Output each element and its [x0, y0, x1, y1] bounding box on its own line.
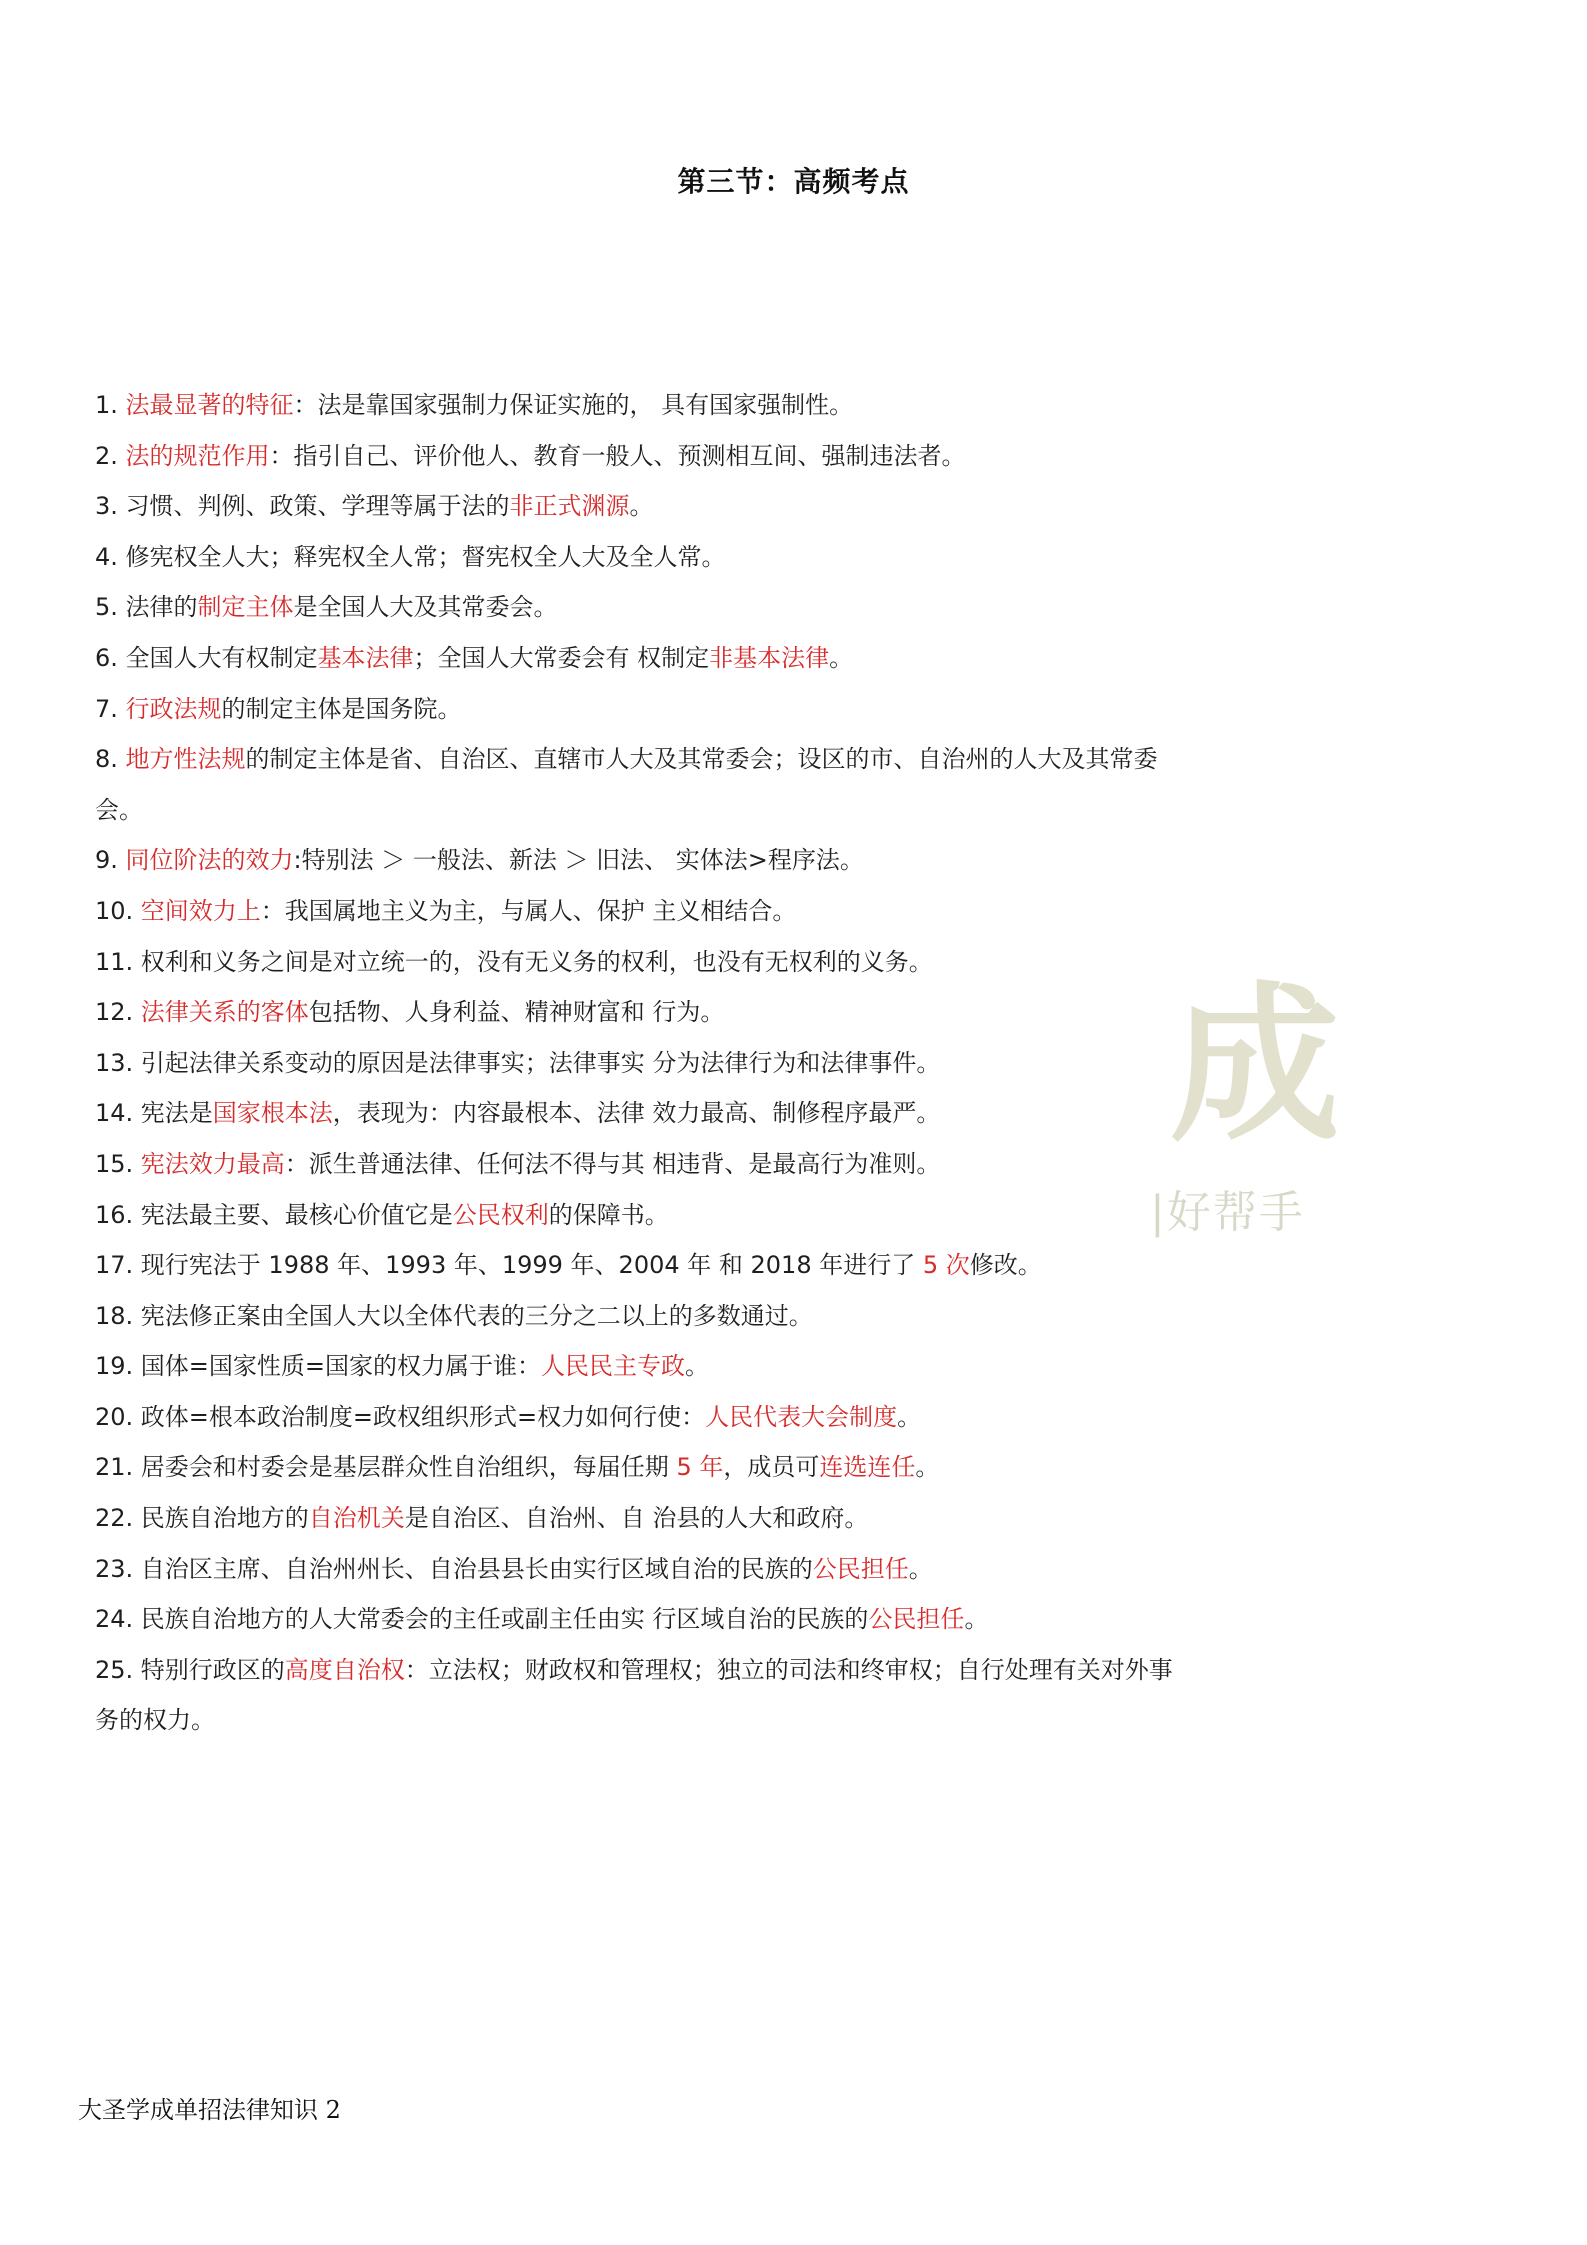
page-footer: 大圣学成单招法律知识 2	[78, 2096, 341, 2124]
list-item	[95, 1341, 1175, 1392]
item-text: 。	[964, 1605, 989, 1634]
list-item	[95, 431, 1175, 482]
item-number: 19.	[95, 1352, 141, 1381]
item-text: 。	[629, 492, 654, 521]
list-item	[95, 835, 1175, 886]
list-item	[95, 1594, 1175, 1645]
highlighted-term: 制定主体	[197, 593, 294, 622]
item-number: 17.	[95, 1251, 141, 1280]
item-text: 是自治区、自治州、自 治县的人大和政府。	[404, 1504, 869, 1533]
item-text: 特别行政区的	[140, 1655, 285, 1684]
item-text: 。	[908, 1554, 933, 1583]
watermark	[1150, 965, 1370, 1240]
watermark-logo-char: 成	[1170, 965, 1341, 1165]
item-text: 民族自治地方的人大常委会的主任或副主任由实 行区域自治的民族的	[140, 1605, 869, 1634]
item-number: 14.	[95, 1099, 141, 1128]
highlighted-term: 非基本法律	[709, 643, 830, 672]
item-text: ，成员可	[723, 1453, 820, 1482]
item-text: ：立法权；财政权和管理权；独立的司法和终审权；自行处理有关对外事务的权力。	[95, 1655, 1173, 1735]
list-item	[95, 1139, 1175, 1190]
item-number: 21.	[95, 1453, 141, 1482]
highlighted-term: 高度自治权	[284, 1655, 405, 1684]
highlighted-term: 公民担任	[868, 1605, 965, 1634]
key-points-list	[95, 380, 1175, 1746]
item-text: 包括物、人身利益、精神财富和 行为。	[308, 998, 725, 1027]
item-text: 居委会和村委会是基层群众性自治组织，每届任期	[140, 1453, 677, 1482]
highlighted-term: 空间效力上	[140, 896, 261, 925]
highlighted-term: 法律关系的客体	[140, 998, 309, 1027]
list-item	[95, 380, 1175, 431]
page-title: 第三节：高频考点	[677, 165, 910, 198]
item-text: ；全国人大常委会有 权制定	[413, 643, 710, 672]
highlighted-term: 公民担任	[812, 1554, 909, 1583]
item-number: 20.	[95, 1402, 141, 1431]
item-text: 的制定主体是国务院。	[221, 694, 462, 723]
highlighted-term: 行政法规	[125, 694, 222, 723]
item-number: 12.	[95, 998, 141, 1027]
highlighted-term: 5 次	[922, 1251, 970, 1280]
item-number: 1.	[95, 391, 126, 419]
item-text: 的制定主体是省、自治区、直辖市人大及其常委会；设区的市、自治州的人大及其常委会。	[95, 745, 1158, 824]
highlighted-term: 基本法律	[317, 643, 414, 672]
item-number: 9.	[95, 846, 126, 875]
highlighted-term: 同位阶法的效力	[125, 846, 294, 875]
item-text: 政体=根本政治制度=政权组织形式=权力如何行使：	[140, 1402, 706, 1431]
highlighted-term: 人民民主专政	[541, 1352, 686, 1381]
highlighted-term: 地方性法规	[125, 745, 246, 774]
list-item	[95, 1442, 1175, 1493]
item-text: 国体=国家性质=国家的权力属于谁：	[140, 1352, 542, 1381]
list-item	[95, 1392, 1175, 1443]
item-number: 11.	[95, 947, 141, 976]
highlighted-term: 自治机关	[308, 1504, 405, 1533]
item-number: 24.	[95, 1605, 141, 1634]
item-number: 2.	[95, 441, 126, 470]
list-item	[95, 987, 1175, 1038]
item-number: 8.	[95, 745, 126, 774]
list-item	[95, 633, 1175, 684]
item-text: ：指引自己、评价他人、教育一般人、预测相互间、强制违法者。	[269, 441, 966, 470]
highlighted-term: 国家根本法	[212, 1099, 333, 1128]
list-item	[95, 886, 1175, 937]
list-item	[95, 1038, 1175, 1089]
highlighted-term: 法的规范作用	[125, 441, 270, 470]
item-number: 5.	[95, 593, 126, 622]
item-text: 自治区主席、自治州州长、自治县县长由实行区域自治的民族的	[140, 1554, 813, 1583]
list-item	[95, 1544, 1175, 1595]
item-number: 22.	[95, 1504, 141, 1533]
item-text: 。	[829, 643, 854, 672]
item-text: 的保障书。	[548, 1200, 669, 1229]
item-text: 修宪权全人大；释宪权全人常；督宪权全人大及全人常。	[125, 542, 726, 571]
list-item	[95, 582, 1175, 633]
item-number: 23.	[95, 1554, 141, 1583]
item-text: 习惯、判例、政策、学理等属于法的	[125, 492, 510, 521]
list-item	[95, 481, 1175, 532]
item-text: 宪法修正案由全国人大以全体代表的三分之二以上的多数通过。	[140, 1301, 813, 1330]
item-text: ：法是靠国家强制力保证实施的， 具有国家强制性。	[293, 391, 854, 419]
item-number: 4.	[95, 542, 126, 571]
list-item	[95, 684, 1175, 735]
item-text: ：我国属地主义为主，与属人、保护 主义相结合。	[260, 896, 797, 925]
item-number: 13.	[95, 1048, 141, 1077]
item-number: 18.	[95, 1301, 141, 1330]
item-text: 引起法律关系变动的原因是法律事实；法律事实 分为法律行为和法律事件。	[140, 1048, 941, 1077]
highlighted-term: 法最显著的特征	[125, 391, 294, 419]
item-text: ，表现为：内容最根本、法律 效力最高、制修程序最严。	[332, 1099, 941, 1128]
item-text: ：派生普通法律、任何法不得与其 相违背、是最高行为准则。	[284, 1149, 941, 1178]
item-text: 。	[897, 1402, 922, 1431]
item-number: 6.	[95, 643, 126, 672]
list-item	[95, 937, 1175, 988]
highlighted-term: 宪法效力最高	[140, 1149, 285, 1178]
item-text: 宪法最主要、最核心价值它是	[140, 1200, 453, 1229]
highlighted-term: 人民代表大会制度	[705, 1402, 898, 1431]
item-text: :特别法 ＞ 一般法、新法 ＞ 旧法、 实体法>程序法。	[293, 846, 864, 875]
watermark-logo-text: |好帮手	[1150, 1187, 1305, 1238]
item-text: 法律的	[125, 593, 198, 622]
item-text: 宪法是	[140, 1099, 213, 1128]
highlighted-term: 公民权利	[452, 1200, 549, 1229]
list-item	[95, 532, 1175, 583]
item-text: 现行宪法于 1988 年、1993 年、1999 年、2004 年 和 2018 年进行了	[140, 1251, 923, 1280]
item-number: 3.	[95, 492, 126, 521]
item-text: 是全国人大及其常委会。	[293, 593, 558, 622]
list-item	[95, 1240, 1175, 1291]
highlighted-term: 非正式渊源	[509, 492, 630, 521]
item-text: 。	[915, 1453, 940, 1482]
item-text: 全国人大有权制定	[125, 643, 318, 672]
item-text: 修改。	[969, 1251, 1042, 1280]
list-item	[95, 1291, 1175, 1342]
list-item	[95, 1645, 1175, 1746]
item-number: 15.	[95, 1149, 141, 1178]
highlighted-term: 5 年	[676, 1453, 724, 1482]
item-number: 10.	[95, 896, 141, 925]
list-item	[95, 1493, 1175, 1544]
item-text: 民族自治地方的	[140, 1504, 309, 1533]
highlighted-term: 连选连任	[819, 1453, 916, 1482]
item-text: 。	[685, 1352, 710, 1381]
list-item	[95, 734, 1175, 835]
item-text: 权利和义务之间是对立统一的，没有无义务的权利，也没有无权利的义务。	[140, 947, 933, 976]
list-item	[95, 1088, 1175, 1139]
list-item	[95, 1190, 1175, 1241]
item-number: 7.	[95, 694, 126, 723]
item-number: 25.	[95, 1655, 141, 1684]
item-number: 16.	[95, 1200, 141, 1229]
